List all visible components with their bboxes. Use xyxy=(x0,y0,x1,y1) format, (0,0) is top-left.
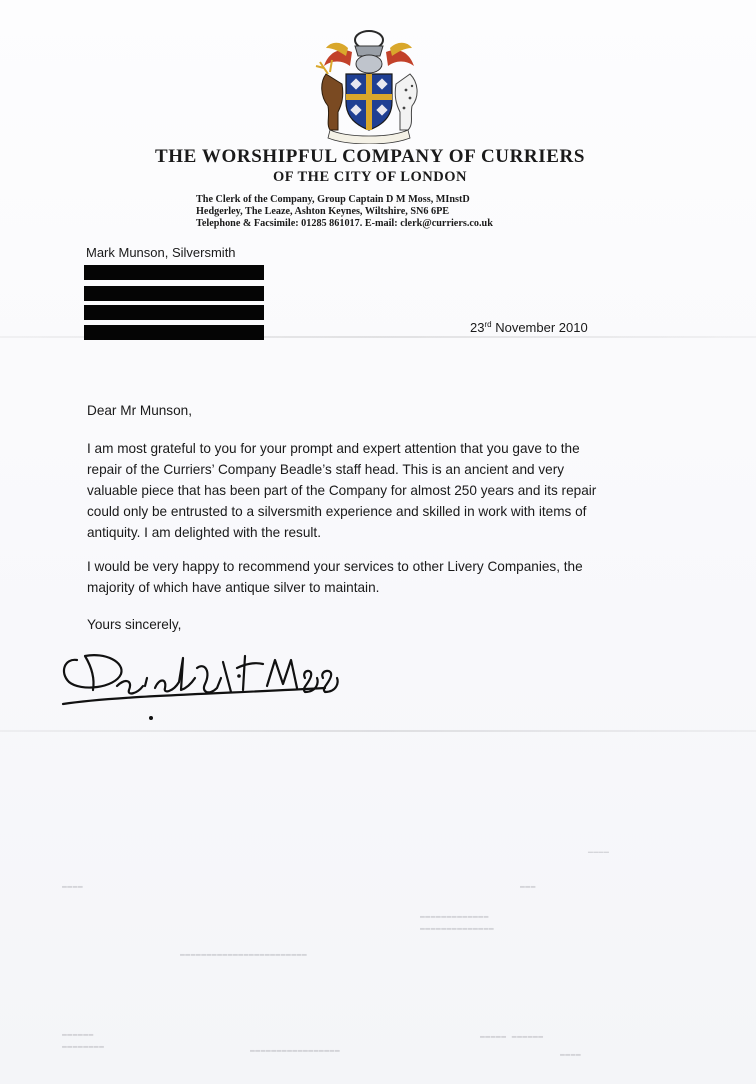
handwritten-signature xyxy=(55,638,345,728)
body-line: valuable piece that has been part of the Company for almost 250 years and its repair xyxy=(87,483,597,498)
date-suffix: rd xyxy=(484,320,492,329)
date-day: 23 xyxy=(470,320,485,335)
body-line: majority of which have antique silver to maintain. xyxy=(87,580,380,595)
letter-date xyxy=(470,320,588,335)
coat-of-arms-logo xyxy=(308,26,430,144)
redaction-bar xyxy=(84,325,264,340)
redaction-bar xyxy=(84,265,264,280)
contact-line: Telephone & Facsimile: 01285 861017. E-mail: clerk@curriers.co.uk xyxy=(196,218,493,229)
address-line: Hedgerley, The Leaze, Ashton Keynes, Wiltshire, SN6 6PE xyxy=(196,206,450,217)
clerk-line: The Clerk of the Company, Group Captain D M Moss, MInstD xyxy=(196,194,470,205)
body-line: I am most grateful to you for your prompt and expert attention that you gave to the xyxy=(87,441,580,456)
recipient-name: Mark Munson, Silversmith xyxy=(86,245,236,260)
redaction-bar xyxy=(84,286,264,301)
letter-page: THE WORSHIPFUL COMPANY OF CURRIERS OF THE CITY OF LONDON The Clerk of the Company, Group Captain D M Moss, MInstD Hedgerley, The Leaze, Ashton Keynes, Wiltshire, SN6 6PE Telephone & Facsimile: 01285 861017. E-mail: clerk@curriers.co.uk Mark Munson, Silversmith 23rd November 2010 Dear Mr Munson, I am most grateful to you for your prompt and expert attention that you gave to the repair of the Curriers’ Company Beadle’s staff head. This is an ancient and very valuable piece that has been part of the Company for almost 250 years and its repair could only be entrusted to a silversmith experience and skilled in work with items of antiquity. I am delighted with the result. I would be very happy to recommend your services to other Livery Companies, the majority of which have antique silver to maintain. Yours sincerely, ━━━━ ▬▬▬▬ ▬▬▬ ▬▬▬▬▬▬▬▬▬▬▬▬▬ ▬▬▬▬▬▬▬▬▬▬▬▬▬▬ ▬▬▬▬▬▬▬▬▬▬▬▬▬▬▬▬▬▬▬▬▬▬▬▬ ▬▬▬▬▬▬ ▬▬▬▬▬▬▬▬ ▬▬▬▬▬▬▬▬▬▬▬▬▬▬▬▬▬ ▬▬▬▬▬ ▬▬▬▬▬▬ ▬▬▬▬ xyxy=(0,0,756,1084)
company-subtitle: OF THE CITY OF LONDON xyxy=(273,169,467,185)
salutation: Dear Mr Munson, xyxy=(87,403,193,418)
paper-fold xyxy=(0,730,756,732)
company-title: THE WORSHIPFUL COMPANY OF CURRIERS xyxy=(155,146,585,167)
redaction-bar xyxy=(84,305,264,320)
body-line: repair of the Curriers’ Company Beadle’s staff head. This is an ancient and very xyxy=(87,462,565,477)
date-month-year: November 2010 xyxy=(491,320,588,335)
body-line: I would be very happy to recommend your services to other Livery Companies, the xyxy=(87,559,583,574)
body-line: could only be entrusted to a silversmith experience and skilled in work with items of xyxy=(87,504,587,519)
closing: Yours sincerely, xyxy=(87,617,182,632)
body-line: antiquity. I am delighted with the result. xyxy=(87,525,321,540)
